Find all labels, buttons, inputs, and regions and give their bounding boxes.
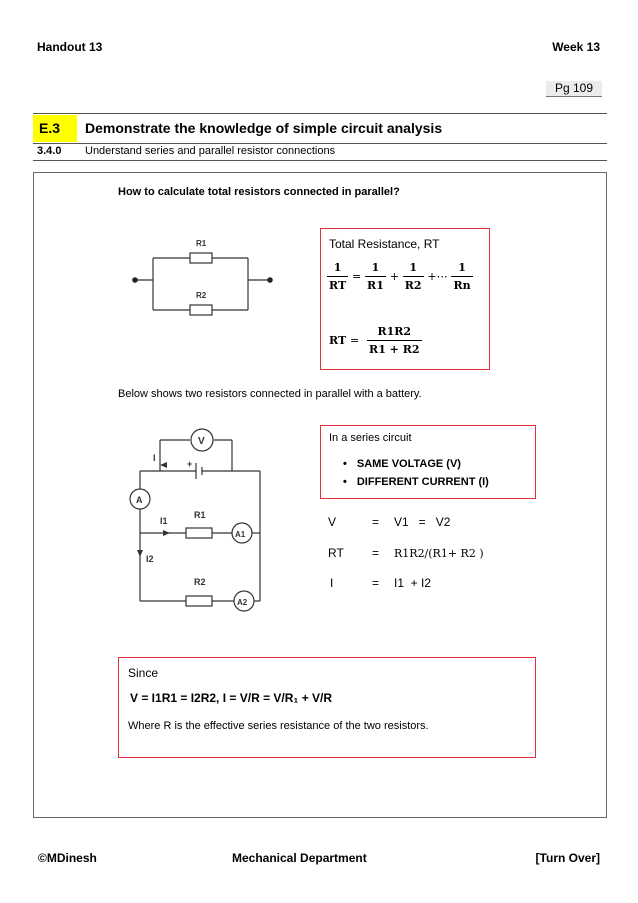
parallel-resistor-diagram — [120, 230, 300, 330]
series-circuit-box — [320, 425, 536, 499]
section-header — [33, 113, 607, 161]
current-i1-label: I1 — [160, 516, 168, 526]
r2-label: R2 — [194, 577, 206, 587]
total-resistance-title: Total Resistance, RT — [329, 237, 440, 251]
series-item-voltage: • SAME VOLTAGE (V) — [343, 458, 461, 470]
r1-label: R1 — [194, 510, 206, 520]
product-sum-formula: RT = $\frac{R1R2}{R1 + R2}$ — [329, 325, 420, 356]
equation-current: I = I1 + I2 — [330, 576, 432, 590]
since-box — [118, 657, 536, 758]
series-circuit-title: In a series circuit — [329, 432, 412, 444]
section-code: E.3 — [33, 115, 77, 142]
current-i-label: I — [153, 453, 156, 463]
handout-label: Handout 13 — [37, 40, 103, 54]
footer-department: Mechanical Department — [232, 851, 367, 865]
equation-voltage: V = V1 = V2 — [328, 515, 451, 529]
since-formula: V = I1R1 = I2R2, I = V/R = V/R₁ + V/R — [130, 691, 333, 705]
section-title: Demonstrate the knowledge of simple circuit analysis — [85, 120, 443, 136]
r1-label: R1 — [196, 239, 207, 248]
current-i2-label: I2 — [146, 554, 154, 564]
reciprocal-formula: $\frac{1}{RT}$ = $\frac{1}{R1}$ + $\frac{1}{R2}$ +⋯ $\frac{1}{Rn}$ — [329, 261, 471, 292]
ammeter-a1-label: A1 — [235, 530, 246, 539]
subsection-code: 3.4.0 — [37, 145, 62, 157]
footer-author: ©MDinesh — [38, 851, 97, 865]
battery-circuit-diagram — [120, 425, 280, 615]
since-note: Where R is the effective series resistance of the two resistors. — [128, 720, 429, 732]
battery-caption: Below shows two resistors connected in parallel with a battery. — [118, 388, 422, 400]
since-title: Since — [128, 666, 159, 680]
voltmeter-label: V — [198, 436, 205, 447]
ammeter-a-label: A — [136, 495, 143, 505]
week-label: Week 13 — [552, 40, 600, 54]
ammeter-a2-label: A2 — [237, 598, 248, 607]
equation-resistance: RT = R1R2/(R1+ R2 ) — [328, 546, 484, 560]
subsection-title: Understand series and parallel resistor connections — [85, 145, 336, 157]
total-resistance-box — [320, 228, 490, 370]
page-number: Pg 109 — [546, 81, 602, 97]
battery-plus-label: + — [187, 459, 193, 469]
r2-label: R2 — [196, 291, 207, 300]
question-heading: How to calculate total resistors connected in parallel? — [118, 186, 400, 198]
series-item-current: • DIFFERENT CURRENT (I) — [343, 476, 489, 488]
footer-turn-over: [Turn Over] — [535, 851, 600, 865]
